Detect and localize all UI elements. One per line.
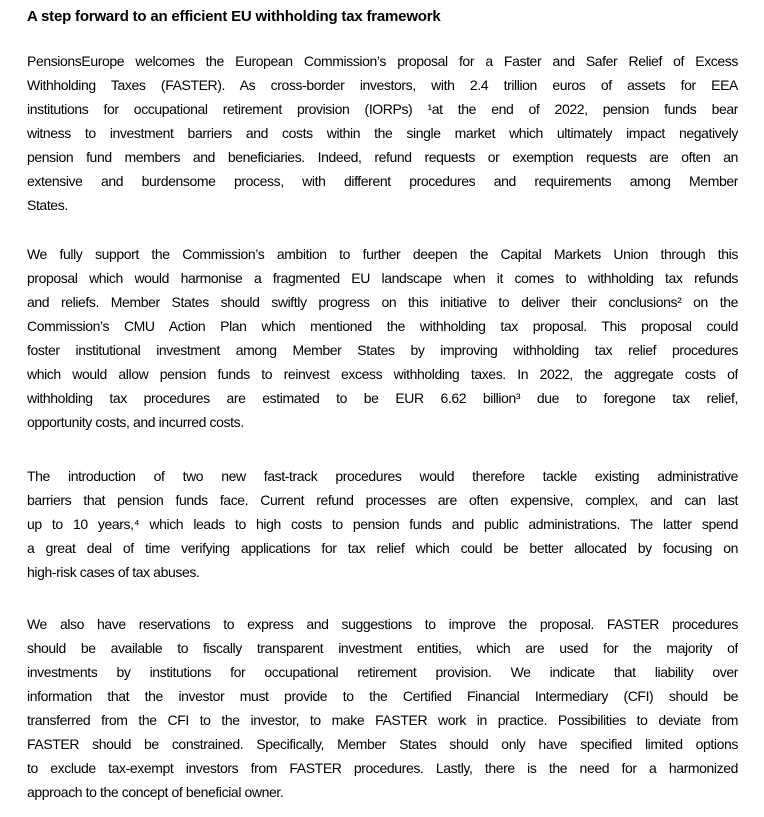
paragraph xyxy=(27,464,738,584)
document-title: A step forward to an efficient EU withholding tax framework xyxy=(27,8,441,25)
text-line: We fully support the Commission’s ambition to further deepen the Capital Markets Union through this xyxy=(27,246,738,262)
paragraph xyxy=(27,612,738,804)
text-line: high-risk cases of tax abuses. xyxy=(27,564,200,580)
paragraph xyxy=(27,49,738,217)
text-line: institutions for occupational retirement provision (IORPs) ¹at the end of 2022, pension funds bear xyxy=(27,101,738,117)
text-line: Withholding Taxes (FASTER). As cross-border investors, with 2.4 trillion euros of assets for EEA xyxy=(27,77,738,93)
text-line: FASTER should be constrained. Specifically, Member States should only have specified limited options xyxy=(27,736,738,752)
text-line: pension fund members and beneficiaries. Indeed, refund requests or exemption requests are often an xyxy=(27,149,738,165)
text-line: up to 10 years,⁴ which leads to high costs to pension funds and public administrations. The latter spend xyxy=(27,516,738,532)
text-line: Commission’s CMU Action Plan which mentioned the withholding tax proposal. This proposal could xyxy=(27,318,738,334)
text-line: to exclude tax-exempt investors from FASTER procedures. Lastly, there is the need for a harmonized xyxy=(27,760,738,776)
text-line: withholding tax procedures are estimated to be EUR 6.62 billion³ due to foregone tax relief, xyxy=(27,390,738,406)
text-line: a great deal of time verifying applications for tax relief which could be better allocated by focusing on xyxy=(27,540,738,556)
text-line: opportunity costs, and incurred costs. xyxy=(27,414,244,430)
paragraph xyxy=(27,242,738,434)
document-body xyxy=(27,49,738,804)
text-line: investments by institutions for occupational retirement provision. We indicate that liability over xyxy=(27,664,738,680)
text-line: barriers that pension funds face. Current refund processes are often expensive, complex, and can last xyxy=(27,492,738,508)
text-line: extensive and burdensome process, with different procedures and requirements among Member xyxy=(27,173,738,189)
text-line: foster institutional investment among Member States by improving withholding tax relief procedures xyxy=(27,342,738,358)
text-line: and reliefs. Member States should swiftly progress on this initiative to deliver their conclusions² on the xyxy=(27,294,738,310)
text-line: which would allow pension funds to reinvest excess withholding taxes. In 2022, the aggregate costs of xyxy=(27,366,738,382)
text-line: witness to investment barriers and costs within the single market which ultimately impact negatively xyxy=(27,125,738,141)
text-line: proposal which would harmonise a fragmented EU landscape when it comes to withholding tax refunds xyxy=(27,270,738,286)
text-line: We also have reservations to express and suggestions to improve the proposal. FASTER procedures xyxy=(27,616,738,632)
text-line: PensionsEurope welcomes the European Commission’s proposal for a Faster and Safer Relief of Excess xyxy=(27,53,738,69)
text-line: approach to the concept of beneficial owner. xyxy=(27,784,284,800)
text-line: States. xyxy=(27,197,68,213)
text-line: The introduction of two new fast-track procedures would therefore tackle existing administrative xyxy=(27,468,738,484)
text-line: transferred from the CFI to the investor, to make FASTER work in practice. Possibilities to deviate from xyxy=(27,712,738,728)
text-line: should be available to fiscally transparent investment entities, which are used for the majority of xyxy=(27,640,738,656)
text-line: information that the investor must provide to the Certified Financial Intermediary (CFI) should be xyxy=(27,688,738,704)
